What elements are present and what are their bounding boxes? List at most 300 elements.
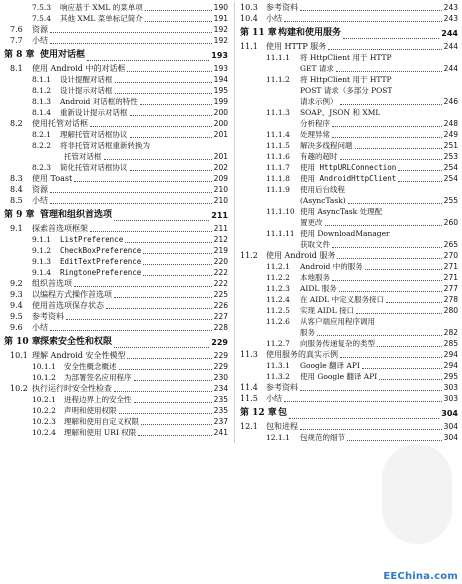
dot-leader <box>332 246 442 248</box>
page-number: 278 <box>443 295 458 304</box>
section-number: 11.1.10 <box>266 207 295 216</box>
page-number: 209 <box>213 174 228 183</box>
toc-entry[interactable] <box>240 41 458 52</box>
toc-entry[interactable] <box>4 234 228 245</box>
toc-entry[interactable] <box>4 63 228 74</box>
section-title: 理解 Android 安全性模型 <box>32 351 126 360</box>
section-number: 10.2.3 <box>32 417 56 426</box>
toc-column-right <box>240 2 458 443</box>
chapter-heading[interactable] <box>240 26 458 41</box>
toc-entry[interactable] <box>240 2 458 13</box>
page-number: 255 <box>443 196 458 205</box>
dot-leader <box>145 20 212 22</box>
section-number: 8.1.1 <box>32 75 52 84</box>
page-number: 225 <box>213 290 228 299</box>
toc-entry[interactable] <box>4 278 228 289</box>
toc-column-left <box>4 2 228 438</box>
toc-entry[interactable] <box>240 316 458 327</box>
page-number: 244 <box>443 64 458 73</box>
section-number: 9.4 <box>10 301 23 310</box>
section-number: 11.3.1 <box>266 361 290 370</box>
toc-entry[interactable] <box>240 162 458 173</box>
page-number: 210 <box>213 196 228 205</box>
page-number: 193 <box>213 64 228 73</box>
page-number: 253 <box>443 152 458 161</box>
dot-leader <box>90 230 212 232</box>
section-title: 请求示例） <box>300 97 338 106</box>
toc-entry[interactable] <box>4 350 228 361</box>
page-number: 249 <box>443 130 458 139</box>
section-title: 使用 Android 服务 <box>266 251 336 260</box>
toc-entry-continuation[interactable] <box>240 239 458 250</box>
page-number: 226 <box>213 301 228 310</box>
toc-entry[interactable] <box>240 74 458 85</box>
section-number: 11.3.2 <box>266 372 290 381</box>
dot-leader <box>115 81 212 83</box>
page-number: 254 <box>443 174 458 183</box>
toc-entry-continuation[interactable] <box>240 118 458 129</box>
dot-leader <box>337 257 441 259</box>
section-title: 将 HttpClient 用于 HTTP <box>300 75 392 84</box>
section-title: 分析程序 <box>300 119 330 128</box>
page-number: 243 <box>443 14 458 23</box>
section-title: 组织首选项 <box>32 279 72 288</box>
section-title: (AsyncTask) <box>300 196 346 205</box>
section-title: SOAP、JSON 和 XML <box>300 108 381 117</box>
page-number: 270 <box>443 251 458 260</box>
dot-leader <box>332 279 442 281</box>
section-number: 9.1.4 <box>32 268 52 277</box>
section-number: 8.2.1 <box>32 130 52 139</box>
section-title: 在 AIDL 中定义服务接口 <box>300 295 385 304</box>
section-number: 10.2.4 <box>32 428 56 437</box>
dot-leader <box>50 202 212 204</box>
page-number: 222 <box>213 268 228 277</box>
chapter-heading[interactable] <box>4 48 228 63</box>
toc-entry[interactable] <box>4 184 228 195</box>
page-number: 304 <box>443 433 458 442</box>
toc-entry[interactable] <box>4 35 228 46</box>
dot-leader <box>362 367 442 369</box>
dot-leader <box>143 252 211 254</box>
toc-entry[interactable] <box>4 74 228 85</box>
section-number: 第 12 章 <box>240 408 277 418</box>
toc-entry[interactable] <box>240 338 458 349</box>
section-number: 8.2 <box>10 119 23 128</box>
page-number: 304 <box>443 422 458 431</box>
section-title: 参考资料 <box>32 312 64 321</box>
section-number: 7.5.4 <box>32 14 52 23</box>
toc-entry[interactable] <box>240 228 458 239</box>
dot-leader <box>125 241 211 243</box>
section-number: 10.1.1 <box>32 362 56 371</box>
toc-entry[interactable] <box>240 305 458 316</box>
page-number: 277 <box>443 284 458 293</box>
page-number: 271 <box>443 273 458 282</box>
dot-leader <box>114 219 209 221</box>
section-title: 为部署签名应用程序 <box>64 373 132 382</box>
dot-leader <box>74 285 212 287</box>
toc-entry[interactable] <box>240 173 458 184</box>
page-number: 229 <box>213 362 228 371</box>
section-title: Android 中的服务 <box>300 262 363 271</box>
toc-entry-continuation[interactable] <box>240 217 458 228</box>
page-number: 295 <box>443 372 458 381</box>
section-title: 置更改 <box>300 218 323 227</box>
toc-entry[interactable] <box>4 256 228 267</box>
section-number: 8.3 <box>10 174 23 183</box>
section-title: 使用 HttpURLConnection <box>300 163 397 172</box>
section-number: 第 11 章 <box>240 28 277 38</box>
section-title: Google 翻译 API <box>300 361 360 370</box>
toc-entry[interactable] <box>240 421 458 432</box>
page-number: 190 <box>213 3 228 12</box>
section-title: 从客户端应用程序调用 <box>300 317 375 326</box>
dot-leader <box>66 318 212 320</box>
toc-entry[interactable] <box>4 405 228 416</box>
toc-entry[interactable] <box>240 107 458 118</box>
section-title: 参考资料 <box>266 383 298 392</box>
page-number: 220 <box>213 257 228 266</box>
toc-entry[interactable] <box>4 2 228 13</box>
section-title: 小结 <box>32 36 48 45</box>
dot-leader <box>130 136 212 138</box>
section-title: 包和进程 <box>266 422 298 431</box>
section-title: 简化托管对话框协议 <box>60 163 128 172</box>
toc-entry[interactable] <box>240 272 458 283</box>
dot-leader <box>127 357 211 359</box>
dot-leader <box>300 428 442 430</box>
section-number: 9.1.3 <box>32 257 52 266</box>
section-title: 理解和使用 URI 权限 <box>64 428 137 437</box>
section-title: 实现 AIDL 接口 <box>300 306 355 315</box>
dot-leader <box>119 412 212 414</box>
page-number: 228 <box>213 323 228 332</box>
page-number: 227 <box>213 312 228 321</box>
section-number: 11.2.3 <box>266 284 290 293</box>
section-number: 11.2.5 <box>266 306 290 315</box>
page-number: 192 <box>213 36 228 45</box>
section-title: 设计提示对话框 <box>60 86 113 95</box>
page-number: 248 <box>443 119 458 128</box>
page-number: 271 <box>443 262 458 271</box>
section-title: CheckBoxPreference <box>60 246 142 255</box>
chapter-heading[interactable] <box>4 208 228 223</box>
page-number: 229 <box>211 338 228 347</box>
section-title: 进程边界上的安全性 <box>64 395 132 404</box>
page-number: 235 <box>213 406 228 415</box>
toc-entry[interactable] <box>4 107 228 118</box>
section-title: 使用 Android 中的对话框 <box>32 64 126 73</box>
dot-leader <box>386 301 442 303</box>
section-number: 第 10 章 <box>4 337 41 347</box>
dot-leader <box>130 114 212 116</box>
section-title: 参考资料 <box>266 3 298 12</box>
toc-entry[interactable] <box>240 283 458 294</box>
section-title: 有趣的超时 <box>300 152 338 161</box>
toc-entry[interactable] <box>4 173 228 184</box>
section-number: 8.1 <box>10 64 23 73</box>
section-title: 使用 Toast <box>32 174 73 183</box>
dot-leader <box>340 103 442 105</box>
dot-leader <box>114 296 212 298</box>
section-title: 使用 AndroidHttpClient <box>300 174 397 183</box>
toc-entry[interactable] <box>240 140 458 151</box>
toc-entry[interactable] <box>240 382 458 393</box>
dot-leader <box>317 334 442 336</box>
page-number: 202 <box>213 163 228 172</box>
section-number: 10.2.2 <box>32 406 56 415</box>
dot-leader <box>300 389 442 391</box>
dot-leader <box>114 346 209 348</box>
dot-leader <box>340 356 442 358</box>
toc-entry[interactable] <box>4 267 228 278</box>
section-number: 10.2.1 <box>32 395 56 404</box>
page-number: 222 <box>213 279 228 288</box>
section-title: 处理异常 <box>300 130 330 139</box>
page-number: 285 <box>443 339 458 348</box>
section-number: 10.1.2 <box>32 373 56 382</box>
toc-entry[interactable] <box>240 184 458 195</box>
section-number: 12.1.1 <box>266 433 290 442</box>
section-title: ListPreference <box>60 235 124 244</box>
dot-leader <box>119 368 212 370</box>
toc-entry[interactable] <box>4 162 228 173</box>
page-number: 201 <box>213 130 228 139</box>
section-title: 小结 <box>266 394 282 403</box>
section-number: 11.1 <box>240 42 258 51</box>
page-number: 294 <box>443 361 458 370</box>
section-number: 11.2 <box>240 251 258 260</box>
toc-entry[interactable] <box>4 24 228 35</box>
dot-leader <box>104 158 212 160</box>
section-title: 使用首选项保存状态 <box>32 301 104 310</box>
section-number: 9.6 <box>10 323 23 332</box>
toc-entry[interactable] <box>4 96 228 107</box>
section-title: 托管对话框 <box>64 152 102 161</box>
toc-entry[interactable] <box>4 322 228 333</box>
page-number: 254 <box>443 163 458 172</box>
dot-leader <box>114 390 212 392</box>
section-title: 包 <box>278 408 288 418</box>
dot-leader <box>145 9 212 11</box>
page-number: 193 <box>211 51 228 60</box>
section-title: 探索安全性和权限 <box>40 337 113 347</box>
toc-entry-continuation[interactable] <box>240 96 458 107</box>
toc-entry-continuation[interactable] <box>240 195 458 206</box>
toc-entry[interactable] <box>240 360 458 371</box>
toc-entry[interactable] <box>4 140 228 151</box>
dot-leader <box>332 125 442 127</box>
toc-entry[interactable] <box>240 393 458 404</box>
section-number: 11.1.3 <box>266 108 290 117</box>
toc-entry[interactable] <box>4 223 228 234</box>
toc-entry[interactable] <box>4 300 228 311</box>
toc-entry[interactable] <box>4 118 228 129</box>
toc-entry[interactable] <box>4 129 228 140</box>
page-number: 304 <box>441 409 458 418</box>
toc-entry[interactable] <box>240 129 458 140</box>
toc-entry-continuation[interactable] <box>240 85 458 96</box>
section-number: 11.1.2 <box>266 75 290 84</box>
section-number: 11.1.9 <box>266 185 290 194</box>
section-number: 8.1.3 <box>32 97 52 106</box>
section-title: 将非托管对话框重新转换为 <box>60 141 150 150</box>
section-number: 11.1.5 <box>266 141 290 150</box>
toc-entry[interactable] <box>240 13 458 24</box>
dot-leader <box>134 401 212 403</box>
section-number: 11.2.4 <box>266 295 290 304</box>
section-number: 8.2.3 <box>32 163 52 172</box>
section-title: 包规范的细节 <box>300 433 345 442</box>
page-number: 303 <box>443 383 458 392</box>
section-title: POST 请求（多部分 POST <box>300 86 393 95</box>
dot-leader <box>50 329 212 331</box>
toc-entry[interactable] <box>240 294 458 305</box>
section-number: 9.1.1 <box>32 235 52 244</box>
page-number: 194 <box>213 75 228 84</box>
toc-entry[interactable] <box>4 85 228 96</box>
toc-entry-continuation[interactable] <box>240 327 458 338</box>
section-title: 小结 <box>266 14 282 23</box>
section-title: 构建和使用服务 <box>278 28 342 38</box>
section-title: GET 请求 <box>300 64 334 73</box>
dot-leader <box>332 136 442 138</box>
page-number: 241 <box>213 428 228 437</box>
section-title: AIDL 服务 <box>300 284 337 293</box>
page-number: 282 <box>443 328 458 337</box>
page-number: 244 <box>441 29 458 38</box>
page-number: 303 <box>443 394 458 403</box>
dot-leader <box>87 59 209 61</box>
dot-leader <box>377 345 442 347</box>
toc-entry[interactable] <box>240 261 458 272</box>
dot-leader <box>348 202 442 204</box>
page-number: 229 <box>213 351 228 360</box>
dot-leader <box>398 169 441 171</box>
section-title: 其他 XML 菜单标记简介 <box>60 14 143 23</box>
section-number: 11.1.8 <box>266 174 290 183</box>
section-title: Android 对话框的特性 <box>60 97 138 106</box>
toc-entry[interactable] <box>240 206 458 217</box>
chapter-heading[interactable] <box>4 335 228 350</box>
toc-entry[interactable] <box>4 311 228 322</box>
section-title: 小结 <box>32 323 48 332</box>
toc-entry[interactable] <box>240 432 458 443</box>
toc-entry[interactable] <box>4 195 228 206</box>
section-title: EditTextPreference <box>60 257 142 266</box>
section-title: 向服务传递复杂的类型 <box>300 339 375 348</box>
section-number: 7.7 <box>10 36 23 45</box>
page-number: 235 <box>213 395 228 404</box>
section-number: 7.5.3 <box>32 3 52 12</box>
section-number: 9.3 <box>10 290 23 299</box>
toc-entry[interactable] <box>240 52 458 63</box>
page-number: 237 <box>213 417 228 426</box>
dot-leader <box>50 42 212 44</box>
section-title: 使用 DownloadManager <box>300 229 390 238</box>
section-number: 8.2.2 <box>32 141 52 150</box>
toc-entry-continuation[interactable] <box>240 63 458 74</box>
section-title: 重新设计提示对话框 <box>60 108 128 117</box>
dot-leader <box>379 378 441 380</box>
dot-leader <box>284 400 442 402</box>
section-number: 9.2 <box>10 279 23 288</box>
dot-leader <box>343 37 439 39</box>
section-title: 使用 HTTP 服务 <box>266 42 327 51</box>
section-number: 11.2.1 <box>266 262 290 271</box>
toc-entry[interactable] <box>240 349 458 360</box>
section-number: 第 8 章 <box>4 50 35 60</box>
dot-leader <box>300 9 442 11</box>
toc-entry[interactable] <box>4 394 228 405</box>
toc-entry[interactable] <box>4 245 228 256</box>
page-number: 212 <box>213 235 228 244</box>
toc-entry[interactable] <box>240 371 458 382</box>
toc-entry[interactable] <box>240 151 458 162</box>
dot-leader <box>284 20 442 22</box>
dot-leader <box>336 70 442 72</box>
dot-leader <box>50 191 212 193</box>
toc-entry[interactable] <box>4 361 228 372</box>
section-number: 10.2 <box>10 384 28 393</box>
toc-entry[interactable] <box>240 250 458 261</box>
page-number: 243 <box>443 3 458 12</box>
section-title: 资源 <box>32 25 48 34</box>
toc-entry[interactable] <box>4 372 228 383</box>
section-number: 10.1 <box>10 351 28 360</box>
page-number: 199 <box>213 97 228 106</box>
toc-entry[interactable] <box>4 427 228 438</box>
dot-leader <box>356 312 442 314</box>
dot-leader <box>328 48 441 50</box>
page-number: 195 <box>213 86 228 95</box>
section-number: 11.2.2 <box>266 273 290 282</box>
toc-entry[interactable] <box>4 13 228 24</box>
section-title: 解决多线程问题 <box>300 141 353 150</box>
page-number: 251 <box>443 141 458 150</box>
section-title: 设计提醒对话框 <box>60 75 113 84</box>
section-title: 使用对话框 <box>40 50 86 60</box>
toc-entry[interactable] <box>4 289 228 300</box>
section-number: 11.4 <box>240 383 258 392</box>
section-title: 使用 AsyncTask 处理配 <box>300 207 383 216</box>
chapter-heading[interactable] <box>240 406 458 421</box>
toc-entry[interactable] <box>4 383 228 394</box>
section-number: 11.5 <box>240 394 258 403</box>
section-title: 使用托管对话框 <box>32 119 88 128</box>
section-title: 响应基于 XML 的菜单项 <box>60 3 143 12</box>
section-number: 11.2.6 <box>266 317 290 326</box>
dot-leader <box>347 439 442 441</box>
section-title: 使用后台线程 <box>300 185 345 194</box>
toc-entry[interactable] <box>4 416 228 427</box>
section-title: 探索首选项框架 <box>32 224 88 233</box>
dot-leader <box>339 290 442 292</box>
dot-leader <box>106 307 212 309</box>
page-number: 234 <box>213 384 228 393</box>
section-title: 获取文件 <box>300 240 330 249</box>
section-number: 10.3 <box>240 3 258 12</box>
section-number: 第 9 章 <box>4 210 35 220</box>
dot-leader <box>143 263 211 265</box>
watermark: EEChina.com <box>383 571 458 582</box>
section-number: 11.2.7 <box>266 339 290 348</box>
section-number: 10.4 <box>240 14 258 23</box>
section-title: 执行运行时安全性检查 <box>32 384 112 393</box>
toc-entry-continuation[interactable] <box>4 151 228 162</box>
section-title: 本地服务 <box>300 273 330 282</box>
